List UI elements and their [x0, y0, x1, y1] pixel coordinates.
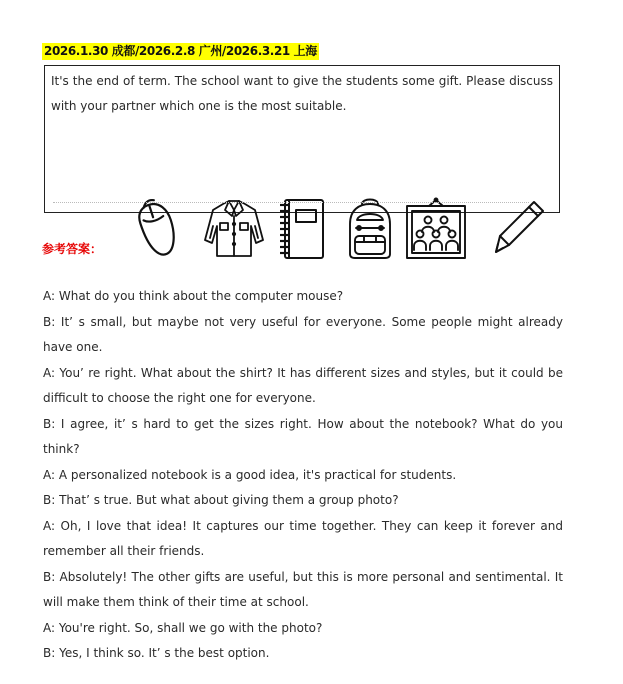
dialogue-line: A: You're right. So, shall we go with the photo? — [43, 620, 323, 635]
dialogue-line: A: You’ re right. What about the shirt? It has different sizes and styles, but it could be difficult to choose the right one for everyone. — [43, 365, 563, 405]
dialogue-line: B: That’ s true. But what about giving them a group photo? — [43, 493, 399, 507]
answer-title: 参考答案： — [42, 242, 103, 256]
dialogue-line: B: It’ s small, but maybe not very useful for everyone. Some people might already have one. — [43, 314, 563, 354]
dialogue-line: A: Oh, I love that idea! It captures our time together. They can keep it forever and remember all their friends. — [43, 518, 563, 558]
shirt-icon — [199, 196, 269, 262]
dialogue-line: B: Yes, I think so. It’ s the best option. — [43, 646, 270, 660]
dialogue-line: B: I agree, it’ s hard to get the sizes right. How about the notebook? What do you think? — [43, 416, 563, 456]
dialogue — [43, 284, 563, 667]
backpack-icon — [335, 196, 405, 262]
gift-options — [91, 192, 588, 269]
group-photo-icon — [401, 196, 471, 262]
task-prompt: It's the end of term. The school want to give the students some gift. Please discuss with your partner which one is the most suitable. — [51, 74, 553, 113]
cut-off-line — [53, 202, 529, 203]
dialogue-line: B: Absolutely! The other gifts are useful, but this is more personal and sentimental. It will make them think of their time at school. — [43, 569, 563, 609]
dialogue-line: A: What do you think about the computer mouse? — [43, 289, 344, 303]
task-box — [44, 65, 560, 213]
notebook-icon — [269, 196, 339, 262]
dialogue-line: A: A personalized notebook is a good idea, it's practical for students. — [43, 467, 457, 482]
pencil-icon — [487, 196, 557, 262]
date-location-header: 2026.1.30 成都/2026.2.8 广州/2026.3.21 上海 — [44, 44, 317, 58]
computer-mouse-icon — [129, 196, 199, 262]
